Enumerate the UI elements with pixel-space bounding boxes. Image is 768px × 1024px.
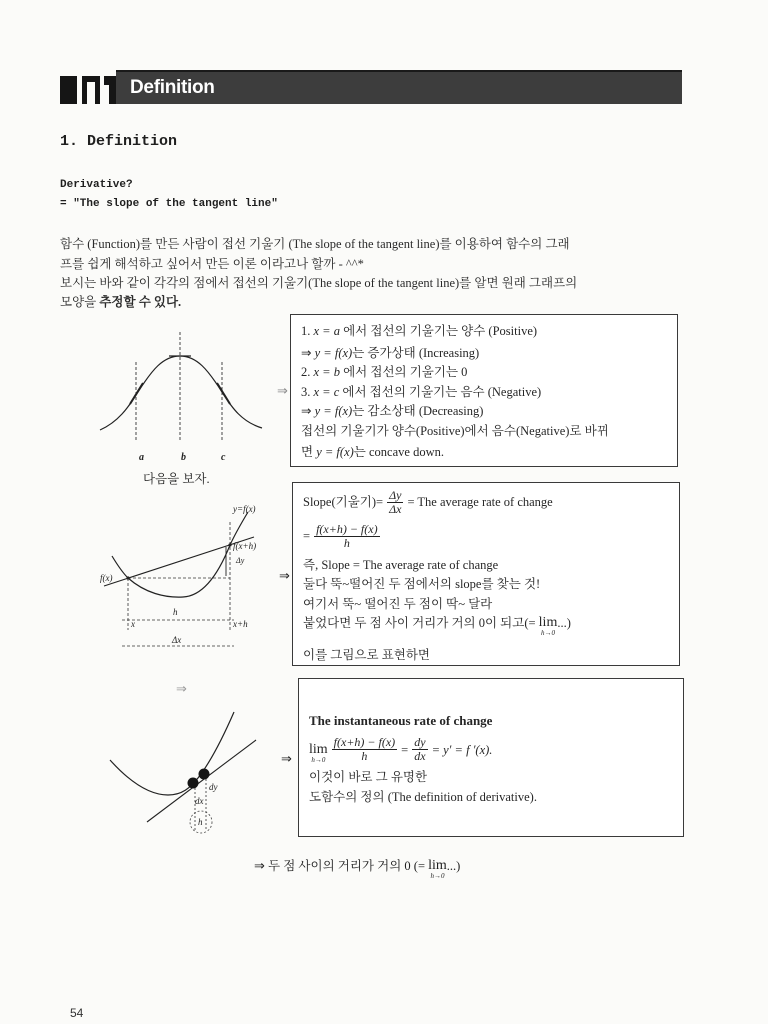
box1-line-7-text: 는 concave down. xyxy=(353,445,444,459)
box1-line-1-text: 에서 접선의 기울기는 양수 (Positive) xyxy=(339,324,538,338)
box3-line-4: 도함수의 정의 (The definition of derivative). xyxy=(309,790,537,804)
conclusion-limit-text: lim xyxy=(428,858,447,873)
box1-line-7 xyxy=(301,444,444,460)
box3-equals: = xyxy=(401,743,409,757)
label-a: a xyxy=(139,452,144,463)
label-delta-x: Δx xyxy=(172,635,182,645)
box1-line-2 xyxy=(301,345,479,361)
box1-line-5 xyxy=(301,403,483,419)
intro-answer: = "The slope of the tangent line" xyxy=(60,198,278,210)
conclusion-post: ...) xyxy=(446,859,461,873)
box2-equals: = xyxy=(303,529,311,543)
section-heading: 1. Definition xyxy=(60,133,178,150)
label-dx: dx xyxy=(195,796,204,806)
box1-line-3 xyxy=(301,364,467,380)
paragraph-line-4-lead: 모양을 xyxy=(60,295,100,309)
box1-line-2-math: y = f(x) xyxy=(314,346,353,360)
label-h: h xyxy=(173,607,178,617)
box3-line-3: 이것이 바로 그 유명한 xyxy=(309,770,428,784)
box3-title: The instantaneous rate of change xyxy=(309,713,493,728)
box3-dx: dx xyxy=(414,749,426,763)
header-bar xyxy=(116,70,682,104)
secant-line xyxy=(104,537,257,586)
box3-dy-dx-fraction xyxy=(412,736,427,763)
figure1-caption: 다음을 보자. xyxy=(143,472,210,486)
box1-line-4-math: x = c xyxy=(313,385,340,399)
box1-line-1 xyxy=(301,323,537,339)
page-number: 54 xyxy=(70,1006,84,1020)
box2-limit-text: lim xyxy=(538,615,558,630)
transition-arrow-icon: ⇒ xyxy=(176,682,187,697)
box3-formula xyxy=(309,736,492,768)
point-fx xyxy=(126,576,129,579)
paragraph-line-1: 함수 (Function)를 만든 사람이 접선 기울기 (The slope of the tangent line)를 이용하여 함수의 그래 xyxy=(60,237,570,251)
box2-line-5: 여기서 뚝~ 떨어진 두 점이 딱~ 달라 xyxy=(303,597,493,611)
tangent-at-a xyxy=(130,383,143,404)
box1-line-7-prefix: 면 xyxy=(301,445,317,459)
parabola-curve xyxy=(112,512,248,597)
point-fxh xyxy=(228,543,231,546)
tangent-line-figure xyxy=(100,700,265,840)
tangent-at-c xyxy=(217,383,230,404)
box2-difference-fraction xyxy=(314,523,380,550)
box2-line-6 xyxy=(303,615,571,637)
box3-difference-numerator: f(x+h) − f(x) xyxy=(333,735,396,749)
label-fx-plus-h: f(x+h) xyxy=(233,541,257,551)
slope-sign-box xyxy=(290,314,678,467)
box1-line-5-text: 는 감소상태 (Decreasing) xyxy=(352,404,484,418)
box1-line-2-text: 는 증가상태 (Increasing) xyxy=(352,346,480,360)
box2-difference-line xyxy=(303,521,384,551)
box1-line-4 xyxy=(301,384,541,400)
average-rate-box xyxy=(292,482,680,666)
point-right xyxy=(199,769,210,780)
label-h: h xyxy=(198,817,203,827)
conclusion-line xyxy=(254,858,460,880)
bell-curve xyxy=(100,356,262,430)
box1-line-4-prefix: 3. xyxy=(301,385,314,399)
figure2-arrow-icon: ⇒ xyxy=(279,569,290,584)
box1-line-6: 접선의 기울기가 양수(Positive)에서 음수(Negative)로 바뀌 xyxy=(301,424,609,438)
box1-line-3-prefix: 2. xyxy=(301,365,314,379)
bell-curve-figure xyxy=(95,325,285,470)
figure3-arrow-icon: ⇒ xyxy=(281,752,292,767)
box2-limit-subscript: h→0 xyxy=(541,629,555,637)
box2-line-7: 이를 그림으로 표현하면 xyxy=(303,648,431,662)
box1-line-1-math: x = a xyxy=(313,324,340,338)
box3-difference-fraction xyxy=(332,736,398,763)
box1-line-5-prefix: ⇒ xyxy=(301,404,315,418)
box1-line-4-text: 에서 접선의 기울기는 음수 (Negative) xyxy=(339,385,542,399)
conclusion-limit xyxy=(428,858,447,880)
label-x: x xyxy=(131,619,135,629)
intro-question: Derivative? xyxy=(60,179,133,191)
header-title: Definition xyxy=(130,77,215,98)
box2-limit xyxy=(539,615,558,637)
box2-difference-denominator: h xyxy=(343,535,350,550)
box2-line-4: 둘다 뚝~떨어진 두 점에서의 slope를 찾는 것! xyxy=(303,577,541,591)
paragraph-line-4 xyxy=(60,292,181,310)
box2-slope-line xyxy=(303,489,553,515)
conclusion-limit-subscript: h→0 xyxy=(430,872,445,880)
label-delta-y: Δy xyxy=(236,556,245,565)
box1-line-1-prefix: 1. xyxy=(301,324,314,338)
box1-line-7-math: y = f(x) xyxy=(316,445,354,459)
box2-delta-numerator: Δy xyxy=(389,487,402,502)
box1-line-3-math: x = b xyxy=(313,365,340,379)
box3-dy: dy xyxy=(414,735,426,749)
label-b: b xyxy=(181,452,186,463)
figure1-arrow-icon: ⇒ xyxy=(277,384,288,399)
label-y-equals-fx: y=f(x) xyxy=(233,504,256,514)
tangent-line xyxy=(147,740,256,822)
label-x-plus-h: x+h xyxy=(233,619,248,629)
box1-line-2-prefix: ⇒ xyxy=(301,346,315,360)
box2-slope-tail: = The average rate of change xyxy=(407,495,553,509)
box3-limit-text: lim xyxy=(309,742,328,757)
box2-difference-numerator: f(x+h) − f(x) xyxy=(316,521,378,536)
conclusion-text: 두 점 사이의 거리가 거의 0 (= xyxy=(268,859,429,873)
box2-slope-label: Slope(기울기)= xyxy=(303,495,384,509)
label-dy: dy xyxy=(209,782,218,792)
box2-line-3: 즉, Slope = The average rate of change xyxy=(303,558,499,572)
box3-difference-denominator: h xyxy=(361,749,368,763)
secant-line-figure xyxy=(98,498,283,650)
box2-delta-fraction xyxy=(387,489,403,516)
box3-limit-subscript: h→0 xyxy=(311,756,326,764)
paragraph-line-4-bold: 추정할 수 있다. xyxy=(99,295,182,309)
box2-delta-denominator: Δx xyxy=(389,501,402,516)
label-fx: f(x) xyxy=(100,573,113,583)
conclusion-arrow-icon: ⇒ xyxy=(254,859,265,874)
box1-line-5-math: y = f(x) xyxy=(314,404,353,418)
point-left xyxy=(188,778,199,789)
paragraph-line-3: 보시는 바와 같이 각각의 점에서 접선의 기울기(The slope of the tangent line)를 알면 원래 그래프의 xyxy=(60,276,578,290)
box2-line-6-post: ...) xyxy=(557,616,571,630)
box1-line-3-text: 에서 접선의 기울기는 0 xyxy=(339,365,468,379)
chapter-header xyxy=(60,70,682,104)
box3-limit xyxy=(309,742,328,764)
instantaneous-rate-box xyxy=(298,678,684,837)
box3-derivative-tail: = y′ = f ′(x). xyxy=(431,743,493,757)
box2-line-6-pre: 붙었다면 두 점 사이 거리가 거의 0이 되고(= xyxy=(303,616,539,630)
label-c: c xyxy=(221,452,226,463)
paragraph-line-2: 프를 쉽게 해석하고 싶어서 만든 이론 이라고나 할까 - ^^* xyxy=(60,257,364,271)
